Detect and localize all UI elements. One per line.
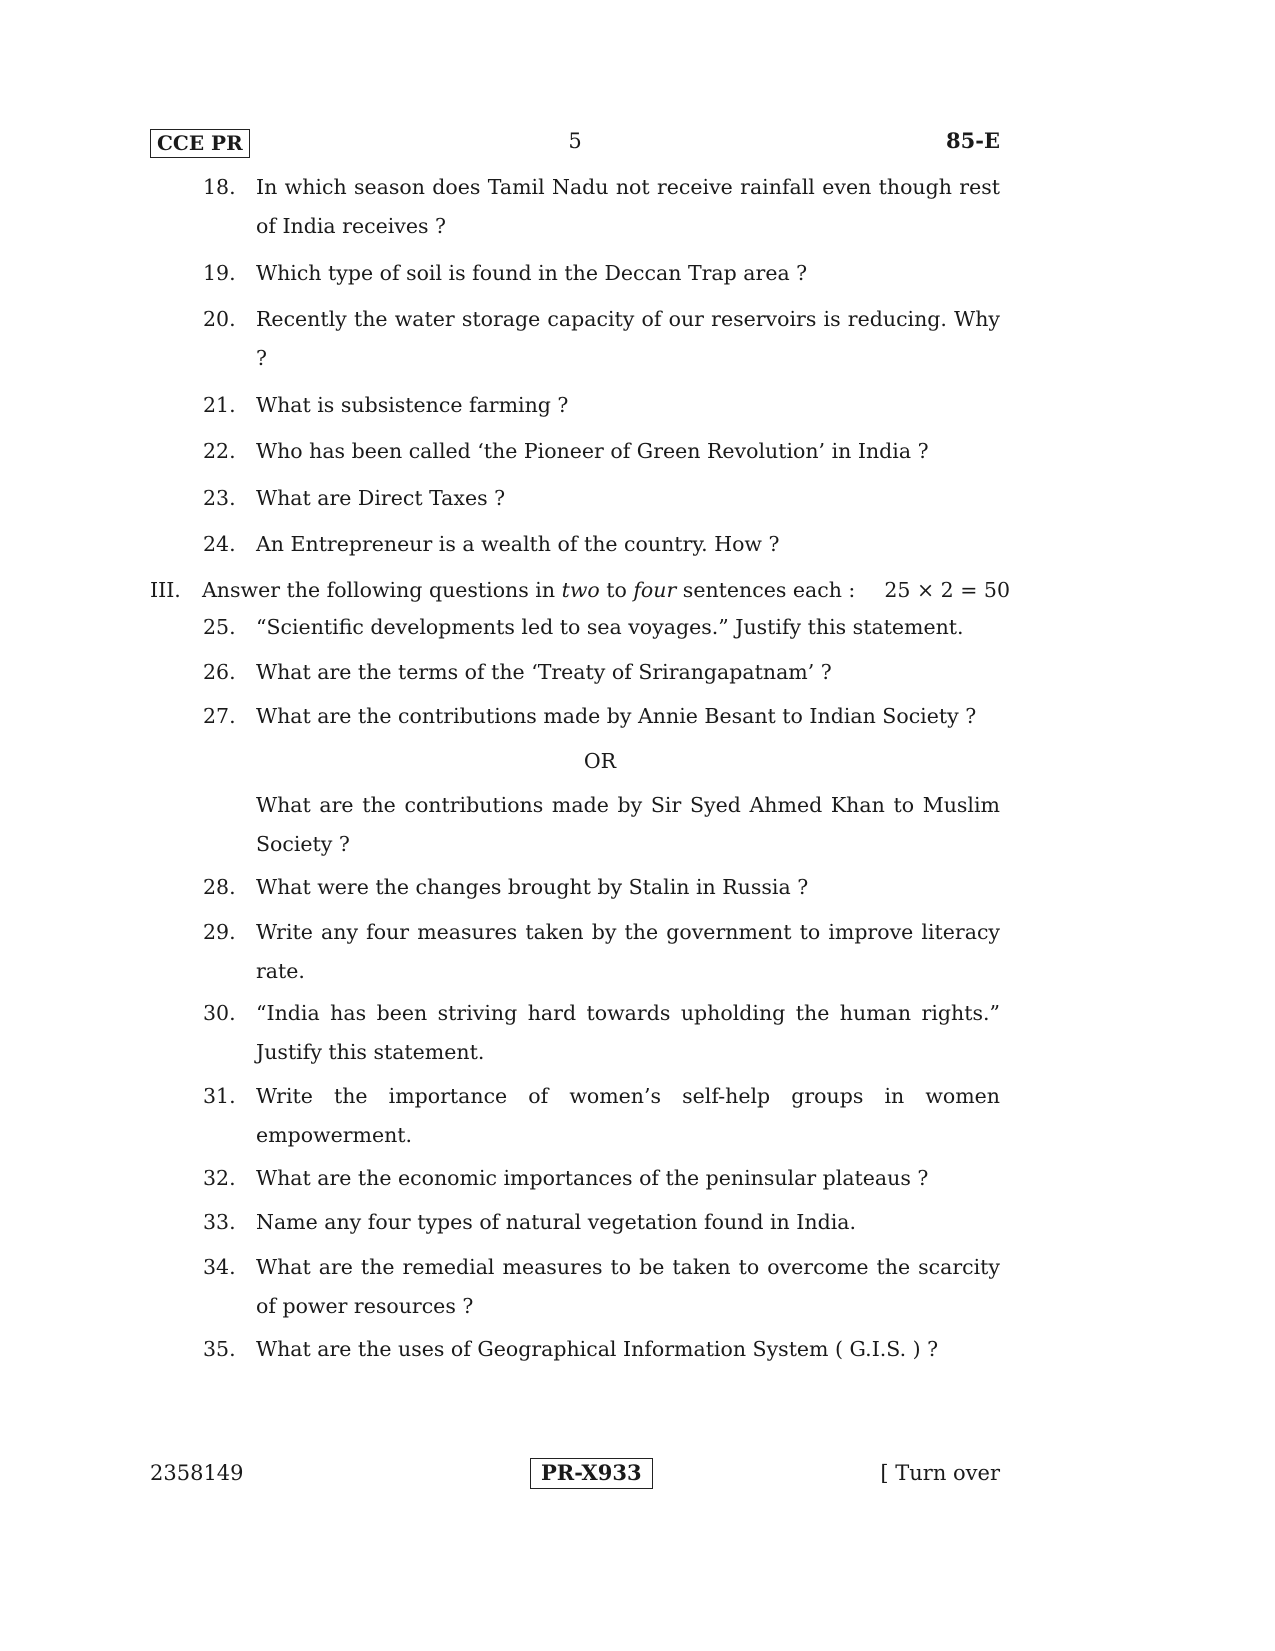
question-text: Write any four measures taken by the government to improve literacy rate. xyxy=(256,920,1000,983)
question-number: 28. xyxy=(203,875,236,899)
question-21 xyxy=(203,386,1000,425)
or-separator: OR xyxy=(583,749,617,773)
question-number: 20. xyxy=(203,307,236,331)
question-18 xyxy=(203,168,1000,246)
question-text: What are Direct Taxes ? xyxy=(256,486,506,510)
question-text: What are the uses of Geographical Information System ( G.I.S. ) ? xyxy=(256,1337,939,1361)
instruction-emphasis: two xyxy=(561,578,600,602)
question-number: 34. xyxy=(203,1255,236,1279)
question-number: 29. xyxy=(203,920,236,944)
question-29 xyxy=(203,913,1000,991)
question-number: 31. xyxy=(203,1084,236,1108)
question-25 xyxy=(203,608,1000,647)
question-28 xyxy=(203,868,1000,907)
section-numeral: III. xyxy=(150,578,181,602)
question-text: What are the remedial measures to be taken to overcome the scarcity of power resources ? xyxy=(256,1255,1000,1318)
question-text: What are the economic importances of the peninsular plateaus ? xyxy=(256,1166,929,1190)
question-text: What were the changes brought by Stalin in Russia ? xyxy=(256,875,809,899)
footer-code-box: PR-X933 xyxy=(530,1458,653,1489)
question-number: 35. xyxy=(203,1337,236,1361)
question-text: In which season does Tamil Nadu not receive rainfall even though rest of India receives ? xyxy=(256,175,1000,238)
question-text: What is subsistence farming ? xyxy=(256,393,569,417)
question-20 xyxy=(203,300,1000,378)
question-text: Write the importance of women’s self-help groups in women empowerment. xyxy=(256,1084,1000,1147)
question-text: Which type of soil is found in the Deccan Trap area ? xyxy=(256,261,808,285)
question-number: 25. xyxy=(203,615,236,639)
question-text: An Entrepreneur is a wealth of the country. How ? xyxy=(256,532,780,556)
question-27 xyxy=(203,697,1000,736)
question-text: Recently the water storage capacity of our reservoirs is reducing. Why ? xyxy=(256,307,1000,370)
question-32 xyxy=(203,1159,1000,1198)
instruction-text: Answer the following questions in xyxy=(202,578,562,602)
question-number: 21. xyxy=(203,393,236,417)
question-23 xyxy=(203,479,1000,518)
footer-serial-number: 2358149 xyxy=(150,1461,244,1485)
question-35 xyxy=(203,1330,1000,1369)
question-number: 23. xyxy=(203,486,236,510)
question-27-alternative: What are the contributions made by Sir Syed Ahmed Khan to Muslim Society ? xyxy=(256,793,1000,856)
section-marks: 25 × 2 = 50 xyxy=(884,578,1010,602)
instruction-text: sentences each : xyxy=(676,578,856,602)
turn-over-label: [ Turn over xyxy=(880,1461,1000,1485)
question-22 xyxy=(203,432,1000,471)
question-text: What are the terms of the ‘Treaty of Srirangapatnam’ ? xyxy=(256,660,832,684)
question-number: 18. xyxy=(203,175,236,199)
question-number: 19. xyxy=(203,261,236,285)
question-number: 22. xyxy=(203,439,236,463)
question-text: “Scientific developments led to sea voyages.” Justify this statement. xyxy=(256,615,964,639)
question-33 xyxy=(203,1203,1000,1242)
question-24 xyxy=(203,525,1000,564)
header-code-box: CCE PR xyxy=(150,129,250,158)
question-34 xyxy=(203,1248,1000,1326)
question-text: Who has been called ‘the Pioneer of Green Revolution’ in India ? xyxy=(256,439,929,463)
instruction-text: to xyxy=(599,578,634,602)
question-number: 30. xyxy=(203,1001,236,1025)
question-number: 33. xyxy=(203,1210,236,1234)
question-text: What are the contributions made by Annie Besant to Indian Society ? xyxy=(256,704,977,728)
instruction-emphasis: four xyxy=(633,578,677,602)
question-number: 26. xyxy=(203,660,236,684)
question-19 xyxy=(203,254,1000,293)
paper-code: 85-E xyxy=(946,128,1000,153)
question-text: “India has been striving hard towards upholding the human rights.” Justify this statement. xyxy=(256,1001,1000,1064)
question-30 xyxy=(203,994,1000,1072)
section-instruction xyxy=(202,576,855,604)
question-number: 27. xyxy=(203,704,236,728)
question-number: 32. xyxy=(203,1166,236,1190)
question-31 xyxy=(203,1077,1000,1155)
page-number: 5 xyxy=(568,129,582,153)
question-26 xyxy=(203,653,1000,692)
question-text: Name any four types of natural vegetation found in India. xyxy=(256,1210,856,1234)
question-number: 24. xyxy=(203,532,236,556)
